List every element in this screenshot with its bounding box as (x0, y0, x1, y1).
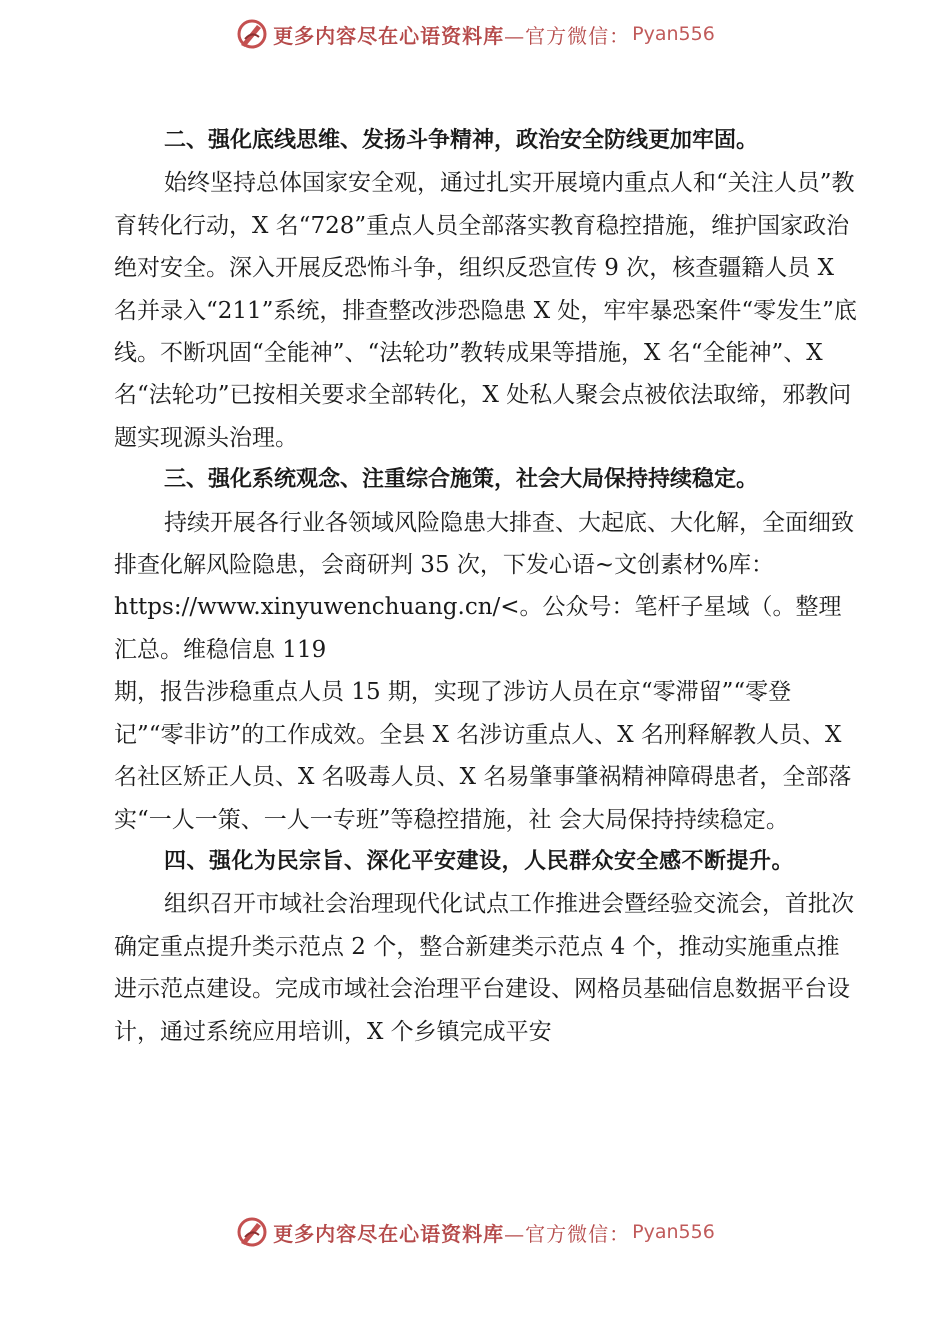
pen-logo-icon (235, 17, 269, 51)
footer-watermark (0, 1212, 950, 1252)
pen-logo-icon (235, 1215, 269, 1249)
watermark-separator: —官方微信： (504, 23, 631, 48)
section-2-body: 始终坚持总体国家安全观，通过扎实开展境内重点人和“关注人员”教育转化行动，X 名“728”重点人员全部落实教育稳控措施，维护国家政治绝对安全。深入开展反恐怖斗争，组织反恐宣传 9 次，核查疆籍人员 X 名并录入“211”系统，排查整改涉恐隐患 X 处，牢牢暴恐案件“零发生”底线。不断巩固“全能神”、“法轮功”教转成果等措施，X 名“全能神”、X 名“法轮功”已按相关要求全部转化，X 处私人聚会点被依法取缔，邪教问题实现源头治理。 (114, 170, 857, 451)
section-2-heading: 二、强化底线思维、发扬斗争精神，政治安全防线更加牢固。 (164, 128, 759, 153)
section-4-heading: 四、强化为民宗旨、深化平安建设，人民群众安全感不断提升。 (164, 848, 795, 874)
document-body (114, 120, 859, 1053)
section-4-body: 组织召开市域社会治理现代化试点工作推进会暨经验交流会，首批次确定重点提升类示范点 2 个，整合新建类示范点 4 个，推动实施重点推进示范点建设。完成市域社会治理平台建设、网格员基础信息数据平台设计，通过系统应用培训，X 个乡镇完成平安 (114, 891, 854, 1045)
watermark-brand: 更多内容尽在心语资料库 (273, 23, 505, 48)
section-3-heading: 三、强化系统观念、注重综合施策，社会大局保持持续稳定。 (164, 467, 759, 493)
header-watermark (0, 14, 950, 54)
section-3-body-b: 期，报告涉稳重点人员 15 期，实现了涉访人员在京“零滞留”“零登记”“零非访”的工作成效。全县 X 名涉访重点人、X 名刑释解教人员、X 名社区矫正人员、X 名吸毒人员、X 名易肇事肇祸精神障碍患者，全部落实“一人一策、一人一专班”等稳控措施，社 会大局保持持续稳定。 (114, 679, 852, 833)
watermark-brand: 更多内容尽在心语资料库 (273, 1221, 505, 1246)
section-3-body-a: 持续开展各行业各领域风险隐患大排查、大起底、大化解，全面细致排查化解风险隐患，会商研判 35 次，下发心语~文创素材%库：https://www.xinyuwenchuang.cn/<。公众号：笔杆子星域（。整理汇总。维稳信息 119 (114, 509, 854, 663)
watermark-wechat: Pyan556 (632, 1221, 715, 1243)
watermark-wechat: Pyan556 (632, 23, 715, 45)
watermark-separator: —官方微信： (504, 1221, 631, 1246)
